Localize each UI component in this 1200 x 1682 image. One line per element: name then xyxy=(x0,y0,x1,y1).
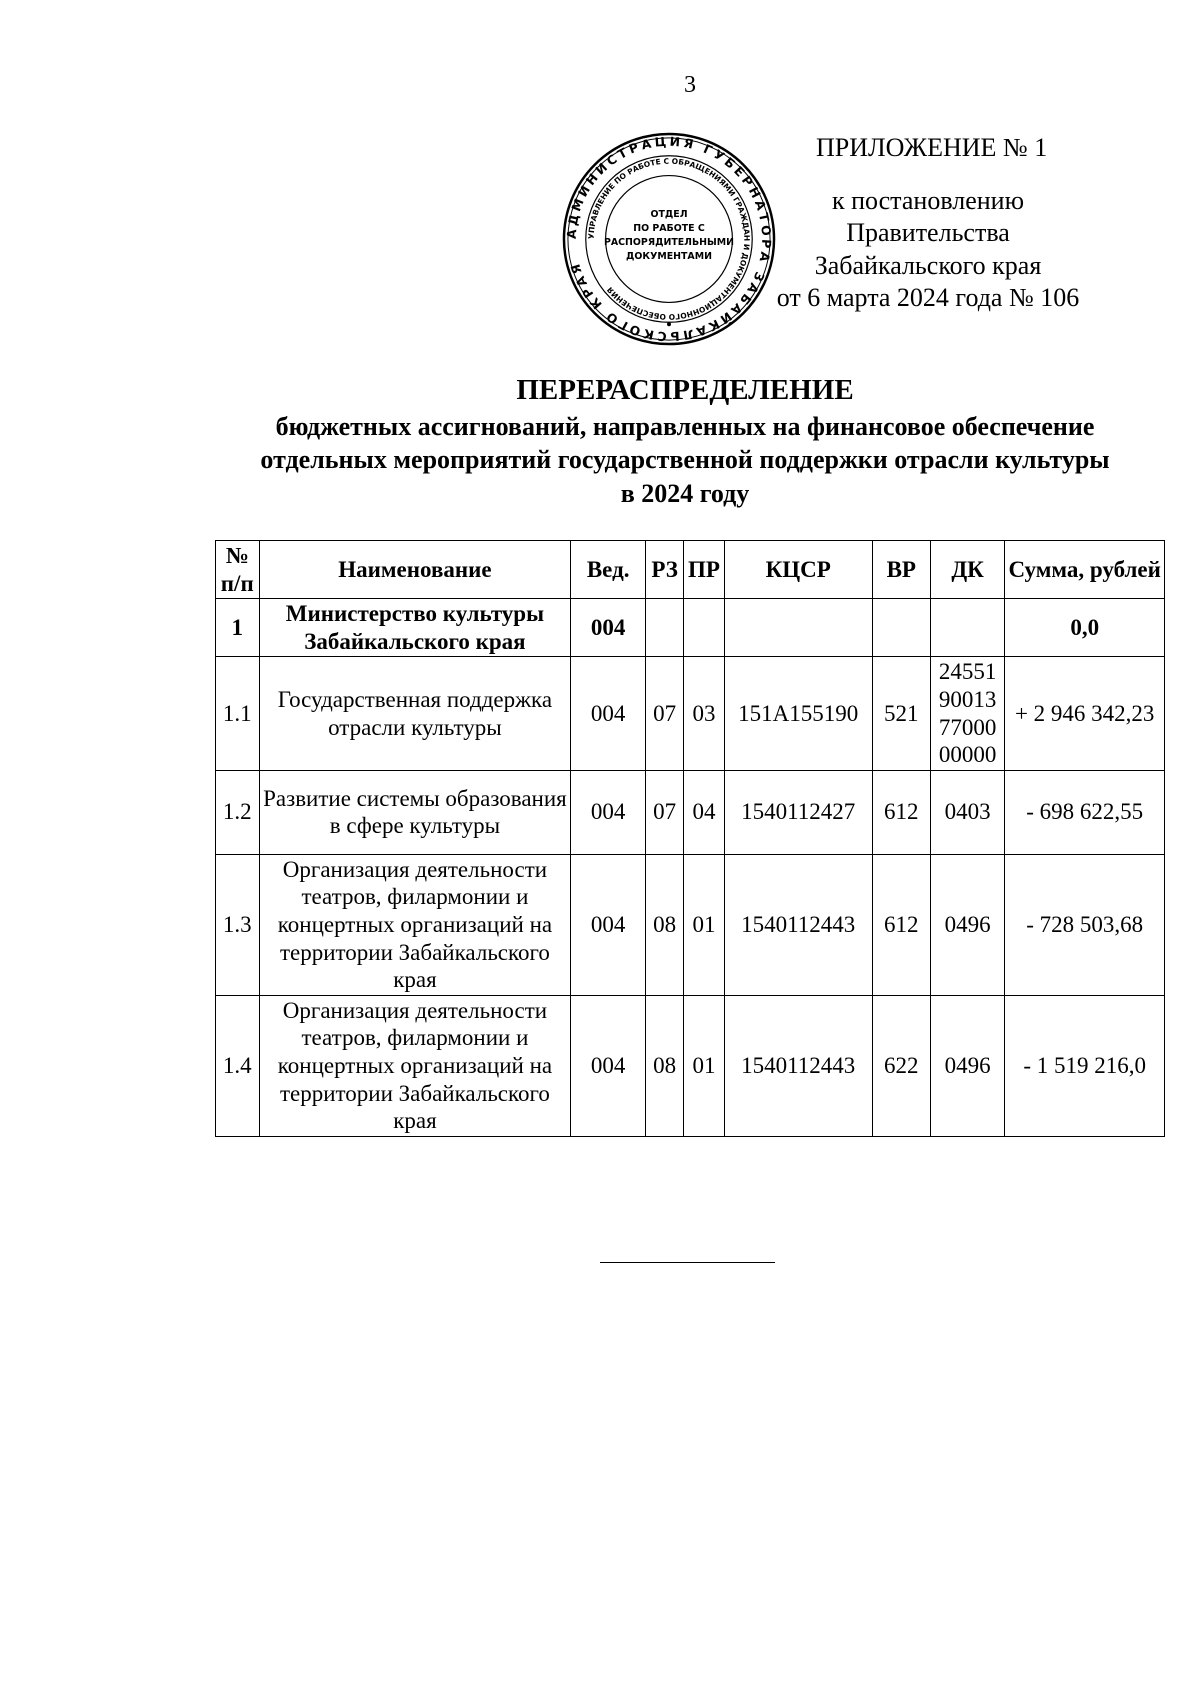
dk-line: 00000 xyxy=(938,742,997,768)
cell-name: Организация деятельности театров, филармонии и концертных организаций на территории Забайкальского края xyxy=(259,995,571,1136)
header-ved: Вед. xyxy=(571,541,646,599)
cell-vr: 521 xyxy=(872,657,930,770)
cell-ved: 004 xyxy=(571,995,646,1136)
cell-pr: 01 xyxy=(684,854,724,995)
official-seal-stamp xyxy=(560,130,778,348)
appendix-line: от 6 марта 2024 года № 106 xyxy=(776,283,1080,312)
table-row xyxy=(216,599,1165,657)
dk-line: 90013 xyxy=(938,686,997,712)
dk-line: 24551 xyxy=(938,659,997,685)
header-dk: ДК xyxy=(930,541,1005,599)
cell-num: 1.3 xyxy=(216,854,260,995)
cell-sum: 0,0 xyxy=(1005,599,1165,657)
cell-ved: 004 xyxy=(571,657,646,770)
appendix-line: к постановлению Правительства xyxy=(831,185,1025,247)
cell-kcsr: 1540112443 xyxy=(724,854,872,995)
cell-dk: 0496 xyxy=(930,854,1005,995)
cell-rz: 08 xyxy=(645,854,683,995)
cell-kcsr: 1540112443 xyxy=(724,995,872,1136)
cell-vr: 612 xyxy=(872,770,930,854)
cell-sum: + 2 946 342,23 xyxy=(1005,657,1165,770)
cell-dk xyxy=(930,599,1005,657)
seal-center-line: РАСПОРЯДИТЕЛЬНЫМИ xyxy=(603,236,735,248)
cell-name: Развитие системы образования в сфере культуры xyxy=(259,770,571,854)
cell-kcsr: 151А155190 xyxy=(724,657,872,770)
table-header-row xyxy=(216,541,1165,599)
appendix-title: ПРИЛОЖЕНИЕ № 1 xyxy=(816,133,1048,162)
cell-name: Министерство культуры Забайкальского края xyxy=(259,599,571,657)
cell-ved: 004 xyxy=(571,599,646,657)
header-name: Наименование xyxy=(259,541,571,599)
cell-num: 1.2 xyxy=(216,770,260,854)
cell-dk: 0496 xyxy=(930,995,1005,1136)
appendix-block xyxy=(748,132,1108,315)
cell-vr: 612 xyxy=(872,854,930,995)
table-row xyxy=(216,657,1165,770)
cell-rz: 08 xyxy=(645,995,683,1136)
cell-sum: - 698 622,55 xyxy=(1005,770,1165,854)
cell-vr xyxy=(872,599,930,657)
table-row xyxy=(216,995,1165,1136)
cell-name: Организация деятельности театров, филармонии и концертных организаций на территории Забайкальского края xyxy=(259,854,571,995)
cell-pr xyxy=(684,599,724,657)
cell-name: Государственная поддержка отрасли культуры xyxy=(259,657,571,770)
heading-line: бюджетных ассигнований, направленных на финансовое обеспечение xyxy=(275,411,1095,441)
cell-kcsr: 1540112427 xyxy=(724,770,872,854)
cell-sum: - 728 503,68 xyxy=(1005,854,1165,995)
document-heading xyxy=(200,372,1170,511)
header-kcsr: КЦСР xyxy=(724,541,872,599)
cell-pr: 04 xyxy=(684,770,724,854)
header-sum: Сумма, рублей xyxy=(1005,541,1165,599)
cell-rz xyxy=(645,599,683,657)
cell-kcsr xyxy=(724,599,872,657)
cell-vr: 622 xyxy=(872,995,930,1136)
page-number: 3 xyxy=(684,72,696,98)
seal-inner-text: УПРАВЛЕНИЕ ПО РАБОТЕ С ОБРАЩЕНИЯМИ ГРАЖДАН И ДОКУМЕНТАЦИОННОГО ОБЕСПЕЧЕНИЯ xyxy=(586,156,752,322)
seal-outer-text: АДМИНИСТРАЦИЯ ГУБЕРНАТОРА ЗАБАЙКАЛЬСКОГО КРАЯ xyxy=(564,134,774,344)
heading-main: ПЕРЕРАСПРЕДЕЛЕНИЕ xyxy=(516,374,854,406)
heading-line: в 2024 году xyxy=(620,479,750,509)
seal-center-line: ОТДЕЛ xyxy=(650,209,688,221)
cell-pr: 01 xyxy=(684,995,724,1136)
cell-rz: 07 xyxy=(645,770,683,854)
heading-line: отдельных мероприятий государственной поддержки отрасли культуры xyxy=(260,445,1110,475)
cell-num: 1.4 xyxy=(216,995,260,1136)
table-row xyxy=(216,854,1165,995)
budget-table xyxy=(215,540,1165,1137)
header-num: № п/п xyxy=(216,541,260,599)
seal-center-line: ДОКУМЕНТАМИ xyxy=(626,250,712,262)
cell-sum: - 1 519 216,0 xyxy=(1005,995,1165,1136)
header-rz: РЗ xyxy=(645,541,683,599)
cell-dk: 0403 xyxy=(930,770,1005,854)
seal-center-line: ПО РАБОТЕ С xyxy=(633,223,705,235)
cell-num: 1 xyxy=(216,599,260,657)
cell-ved: 004 xyxy=(571,770,646,854)
cell-pr: 03 xyxy=(684,657,724,770)
table-row xyxy=(216,770,1165,854)
appendix-line: Забайкальского края xyxy=(814,250,1042,280)
cell-rz: 07 xyxy=(645,657,683,770)
header-vr: ВР xyxy=(872,541,930,599)
header-pr: ПР xyxy=(684,541,724,599)
closing-divider xyxy=(600,1262,775,1263)
cell-dk xyxy=(930,657,1005,770)
dk-line: 77000 xyxy=(938,714,997,740)
cell-num: 1.1 xyxy=(216,657,260,770)
cell-ved: 004 xyxy=(571,854,646,995)
